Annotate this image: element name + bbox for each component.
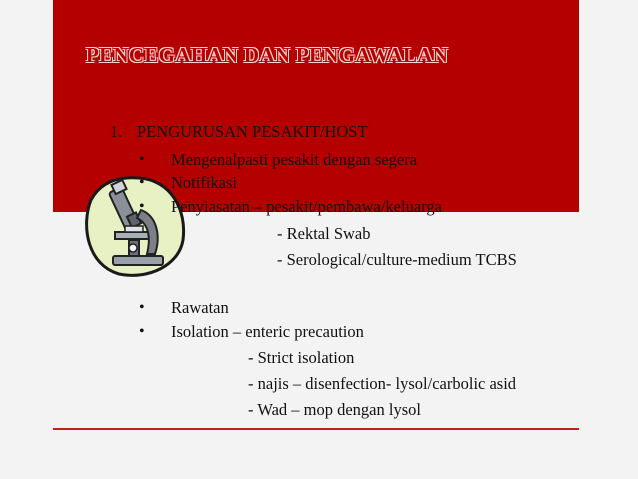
bullet-marker: • xyxy=(139,151,145,168)
list-item-isolation: Isolation – enteric precaution xyxy=(171,322,364,341)
section-heading: PENGURUSAN PESAKIT/HOST xyxy=(137,122,368,141)
list-item-treatment: Rawatan xyxy=(171,298,229,317)
bullet-marker: • xyxy=(139,299,145,316)
list-item-notification: Notifikasi xyxy=(171,173,237,192)
subitem-strict-isolation: - Strict isolation xyxy=(248,348,355,367)
slide-title: PENCEGAHAN DAN PENGAWALAN xyxy=(86,43,449,67)
bullet-marker: • xyxy=(139,323,145,340)
subitem-serological: - Serological/culture-medium TCBS xyxy=(277,250,517,269)
footer-divider xyxy=(53,428,579,430)
bullet-marker: • xyxy=(139,198,145,215)
list-item-investigation: Penyiasatan – pesakit/pembawa/keluarga xyxy=(171,197,442,216)
subitem-rectal-swab: - Rektal Swab xyxy=(277,224,371,243)
subitem-ward-mop: - Wad – mop dengan lysol xyxy=(248,400,421,419)
section-number: 1. xyxy=(110,122,123,141)
list-item-identify: Mengenalpasti pesakit dengan segera xyxy=(171,150,418,169)
bullet-marker: • xyxy=(139,174,145,191)
subitem-disinfection: - najis – disenfection- lysol/carbolic asid xyxy=(248,374,517,393)
